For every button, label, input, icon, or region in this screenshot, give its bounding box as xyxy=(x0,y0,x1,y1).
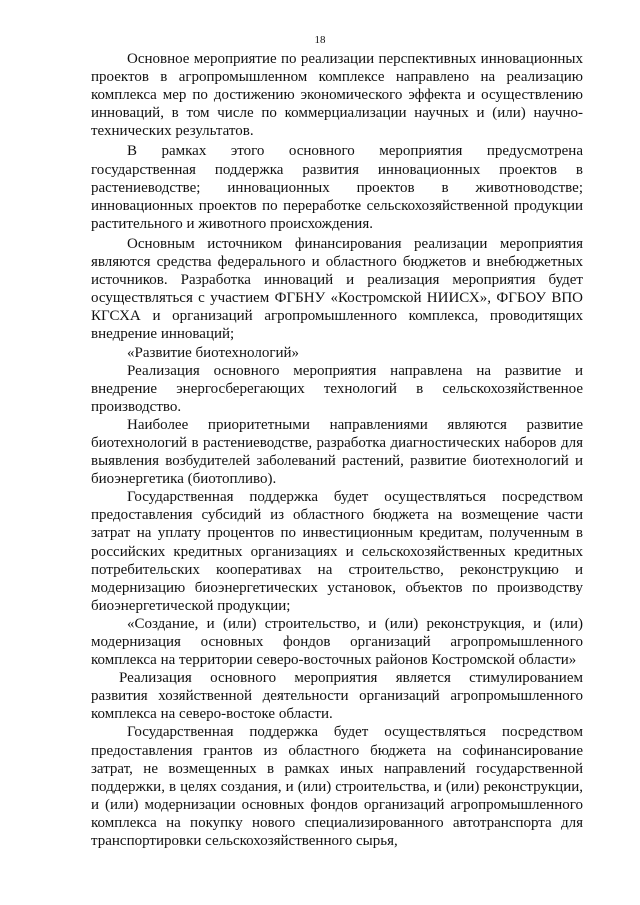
paragraph-state-support: В рамках этого основного мероприятия предусмотрена государственная поддержка развития инновационных проектов в растениеводстве; инновационных проектов в животноводстве; инновационных проектов по переработке сельскохозяйственной продукции растительного и животного происхождения. xyxy=(91,143,583,232)
page-number: 18 xyxy=(314,34,326,46)
heading-northeast-modernization: «Создание, и (или) строительство, и (или) реконструкция, и (или) модернизация основных фондов организаций агропромышленного комплекса на территории северо-восточных районов Костромской области» xyxy=(91,615,583,669)
paragraph-energy-saving: Реализация основного мероприятия направлена на развитие и внедрение энергосберегающих технологий в сельскохозяйственное производство. xyxy=(91,362,583,415)
paragraph-subsidies: Государственная поддержка будет осуществляться посредством предоставления субсидий из областного бюджета на возмещение части затрат на уплату процентов по инвестиционным кредитам, полученным в российских кредитных организациях и сельскохозяйственных кредитных потребительских кооперативах на строительство, реконструкцию и модернизацию биоэнергетических установок, объектов по производству биоэнергетической продукции; xyxy=(91,489,583,614)
body-text xyxy=(91,50,583,850)
paragraph-financing: Основным источником финансирования реализации мероприятия являются средства федерального и областного бюджетов и внебюджетных источников. Разработка инноваций и реализация мероприятия будет осуществляться с участием ФГБНУ «Костромской НИИСХ», ФГБОУ ВПО КГСХА и организаций агропромышленного комплекса, проводитящих внедрение инноваций; xyxy=(91,235,583,343)
paragraph-priorities: Наиболее приоритетными направлениями являются развитие биотехнологий в растениеводстве, разработка диагностических наборов для выявления возбудителей заболеваний растений, развитие биотехнологий и биоэнергетика (биотопливо). xyxy=(91,416,583,488)
heading-biotechnology: «Развитие биотехнологий» xyxy=(127,344,300,361)
paragraph-innovation-projects: Основное мероприятие по реализации перспективных инновационных проектов в агропромышленном комплексе направлено на реализацию комплекса мер по достижению экономического эффекта и осуществлению инноваций, в том числе по коммерциализации научных и (или) научно-технических результатов. xyxy=(91,51,583,140)
paragraph-stimulation: Реализация основного мероприятия является стимулированием развития хозяйственной деятельности организаций агропромышленного комплекса на северо-востоке области. xyxy=(91,670,583,723)
paragraph-grants: Государственная поддержка будет осуществляться посредством предоставления грантов из областного бюджета на софинансирование затрат, не возмещенных в рамках иных направлений государственной поддержки, в целях создания, и (или) строительства, и (или) реконструкции, и (или) модернизации основных фондов организаций агропромышленного комплекса на покупку нового специализированного автотранспорта для транспортировки сельскохозяйственного сырья, xyxy=(91,724,583,850)
